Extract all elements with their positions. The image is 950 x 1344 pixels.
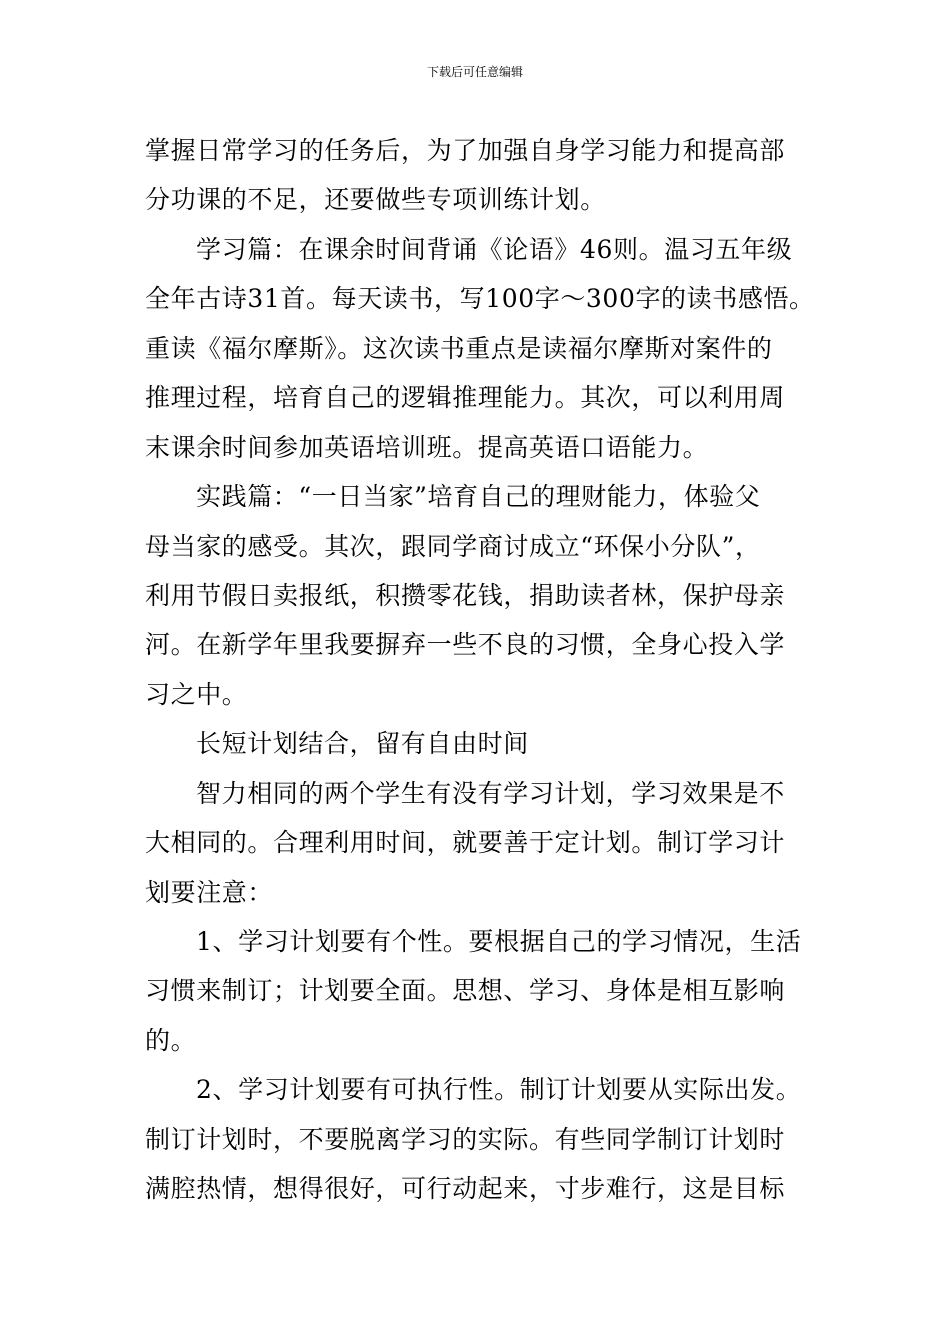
body-line: 习惯来制订；计划要全面。思想、学习、身体是相互影响	[145, 976, 786, 1006]
body-line: 分功课的不足，还要做些专项训练计划。	[145, 185, 606, 215]
body-line: 母当家的感受。其次，跟同学商讨成立“环保小分队”，	[145, 531, 761, 561]
page-header: 下载后可任意编辑	[426, 65, 523, 79]
body-line: 全年古诗31首。每天读书，写100字～300字的读书感悟。	[145, 284, 815, 314]
body-line: 末课余时间参加英语培训班。提高英语口语能力。	[145, 432, 709, 462]
body-line: 习之中。	[145, 679, 248, 709]
body-line: 河。在新学年里我要摒弃一些不良的习惯，全身心投入学	[145, 630, 786, 660]
body-line: 掌握日常学习的任务后，为了加强自身学习能力和提高部	[145, 136, 786, 165]
list-item-start-line: 2、学习计划要有可执行性。制订计划要从实际出发。	[196, 1075, 802, 1105]
paragraph-start-line: 智力相同的两个学生有没有学习计划，学习效果是不	[196, 778, 785, 808]
body-line: 大相同的。合理利用时间，就要善于定计划。制订学习计	[145, 828, 786, 858]
body-line: 重读《福尔摩斯》。这次读书重点是读福尔摩斯对案件的	[145, 333, 773, 363]
body-line: 推理过程，培育自己的逻辑推理能力。其次，可以利用周	[145, 383, 786, 413]
section-heading: 长短计划结合，留有自由时间	[196, 729, 529, 759]
body-line: 划要注意：	[145, 877, 274, 907]
body-line: 满腔热情，想得很好，可行动起来，寸步难行，这是目标	[145, 1174, 786, 1204]
body-line: 利用节假日卖报纸，积攒零花钱，捐助读者林，保护母亲	[145, 580, 786, 610]
paragraph-start-line: 学习篇：在课余时间背诵《论语》46则。温习五年级	[196, 234, 793, 264]
document-body	[145, 126, 815, 1214]
body-line: 的。	[145, 1025, 197, 1055]
paragraph-start-line: 实践篇：“一日当家”培育自己的理财能力，体验父	[196, 482, 761, 512]
body-line: 制订计划时，不要脱离学习的实际。有些同学制订计划时	[145, 1124, 786, 1154]
list-item-start-line: 1、学习计划要有个性。要根据自己的学习情况，生活	[196, 927, 802, 956]
